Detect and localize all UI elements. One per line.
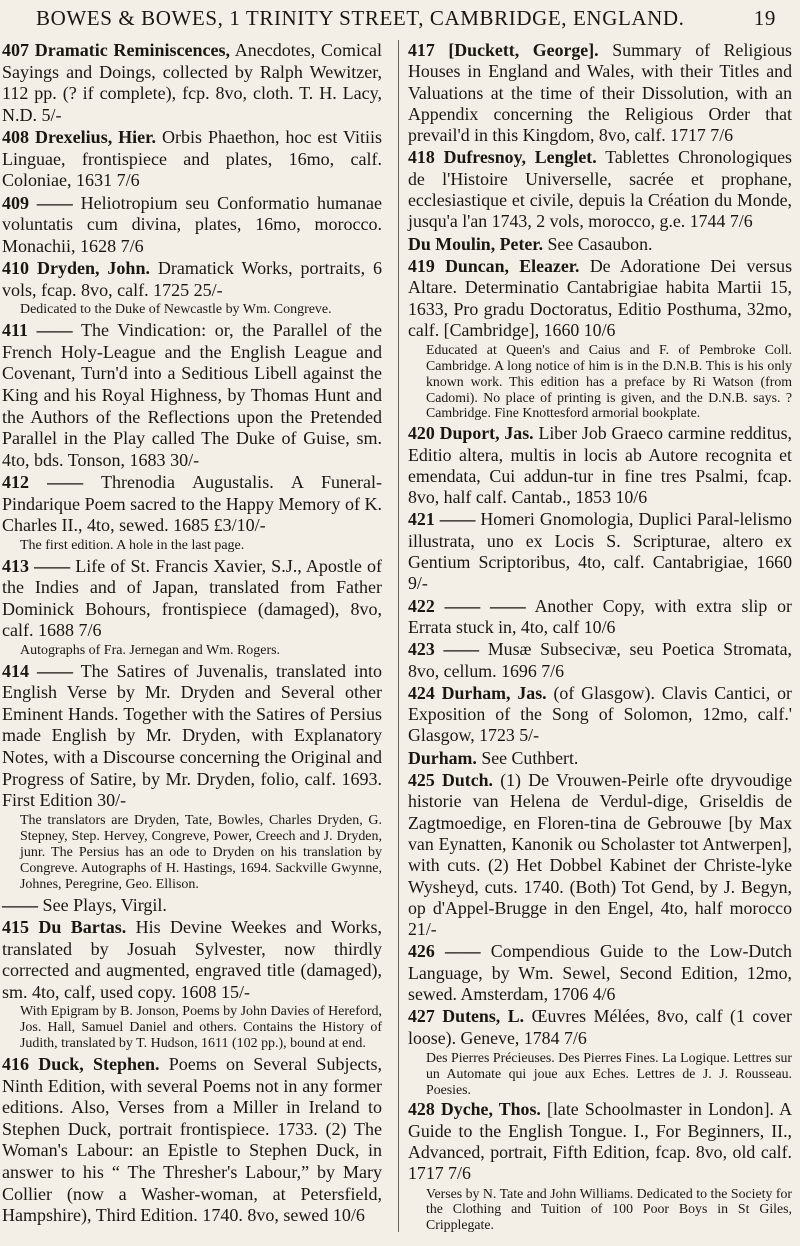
entry-number: 421 <box>408 509 435 530</box>
catalogue-entry <box>2 472 382 537</box>
entry-number: 411 <box>2 320 29 341</box>
entry-heading: —— —— <box>444 595 526 616</box>
entry-description: Liber Job Graeco carmine redditus, Editio altera, multis in locis ab Autore recognita et emendata, Cui addun-tur in fine tres Psalmi, fcap. 8vo, half calf. Cantab., 1853 10/6 <box>408 423 792 508</box>
catalogue-entry <box>2 127 382 192</box>
running-title: BOWES & BOWES, 1 TRINITY STREET, CAMBRIDGE, ENGLAND. <box>36 6 685 30</box>
entry-heading: Drexelius, Hier. <box>34 127 157 148</box>
entry-note: The translators are Dryden, Tate, Bowles, Charles Dryden, G. Stepney, Step. Hervey, Congreve, Power, Creech and J. Dryden, junr. The Persius has an ode to Dryden on his translation by Congreve. Autographs of H. Hastings, 1694. Sackville Gwynne, Johnes, Peregrine, Geo. Ellison. <box>20 812 382 892</box>
entry-heading: Dutens, L. <box>442 1006 525 1027</box>
page-number: 19 <box>753 6 776 30</box>
entry-description: Musæ Subsecivæ, seu Poetica Stromata, 8vo, cellum. 1696 7/6 <box>408 639 792 681</box>
entry-number: 422 <box>408 595 435 616</box>
entry-heading: Du Bartas. <box>38 917 127 938</box>
entry-heading: —— <box>47 472 84 493</box>
entry-note: The first edition. A hole in the last page. <box>20 537 245 553</box>
entry-number: 425 <box>408 770 435 791</box>
catalogue-entry <box>408 683 792 747</box>
entry-description: Tablettes Chronologiques de l'Histoire Universelle, sacrée et prophane, ecclesiastique et civile, depuis la Création du Monde, jusqu'a l'an 1743, 2 vols, morocco, g.e. 1744 7/6 <box>408 147 792 232</box>
entry-description: Homeri Gnomologia, Duplici Paral-lelismo illustrata, uno ex Locis S. Scripturae, altero ex Gentium Scriptoribus, 4to, calf. Cantabrigiae, 1660 9/- <box>408 509 792 594</box>
entry-description: Summary of Religious Houses in England and Wales, with their Titles and Valuations at the time of their Dissolution, with an Appendix concerning the Religious Order that prevail'd in this Kingdom, 8vo, calf. 1717 7/6 <box>408 40 792 146</box>
entry-number: 407 <box>2 40 30 60</box>
entry-heading: Duncan, Eleazer. <box>445 255 580 276</box>
entry-heading: Dramatic Reminiscences, <box>34 40 231 60</box>
catalogue-entry <box>408 423 792 508</box>
catalogue-entry <box>2 661 382 812</box>
entry-number: 426 <box>408 941 435 962</box>
catalogue-entry <box>408 509 792 594</box>
entry-heading: —— <box>36 660 74 681</box>
catalogue-entry <box>408 1006 792 1049</box>
entry-description: Threnodia Augustalis. A Funeral-Pindarique Poem sacred to the Happy Memory of K. Charles II., 4to, sewed. 1685 £3/10/- <box>2 472 382 536</box>
entry-description: Anecdotes, Comical Sayings and Doings, collected by Ralph Wewitzer, 112 pp. (? if complete), fcp. 8vo, cloth. T. H. Lacy, N.D. 5/- <box>2 40 382 125</box>
entry-number: 417 <box>408 40 435 60</box>
catalogue-entry <box>2 556 382 642</box>
catalogue-entry <box>408 256 792 341</box>
entry-description: See Plays, Virgil. <box>42 894 167 915</box>
entry-heading: Duck, Stephen. <box>38 1054 160 1075</box>
page-header <box>0 6 800 36</box>
catalogue-entry <box>408 941 792 1005</box>
catalogue-entry <box>2 917 382 1003</box>
entry-heading: —— <box>444 941 481 962</box>
entry-description: His Devine Weekes and Works, translated by Josuah Sylvester, now thirdly corrected and augmented, engraved title (damaged), sm. 4to, calf, used copy. 1608 15/- <box>2 917 382 1002</box>
entry-description: Life of St. Francis Xavier, S.J., Apostle of the Indies and of Japan, translated from Father Dominick Bohours, frontispiece (damaged), 8vo, calf. 1688 7/6 <box>2 555 382 641</box>
catalogue-entry <box>2 193 382 258</box>
entry-heading: Du Moulin, Peter. <box>408 233 544 254</box>
catalogue-entry <box>2 258 382 301</box>
entry-note: Verses by N. Tate and John Williams. Dedicated to the Society for the Clothing and Tuition of 100 Poor Boys in St Giles, Cripplegate. <box>426 1185 792 1233</box>
entry-heading: —— <box>439 509 476 530</box>
entry-description: Œuvres Mélées, 8vo, calf (1 cover loose). Geneve, 1784 7/6 <box>408 1006 792 1048</box>
catalogue-entry <box>408 770 792 940</box>
entry-heading: —— <box>36 192 73 213</box>
entry-note: Des Pierres Précieuses. Des Pierres Fines. La Logique. Lettres sur un Automate qui joue aux Eches. Lettres de J. J. Rousseau. Poesies. <box>426 1049 792 1097</box>
right-column <box>408 40 792 1235</box>
entry-description: Dramatick Works, portraits, 6 vols, fcap. 8vo, calf. 1725 25/- <box>2 258 382 300</box>
entry-number: 427 <box>408 1006 435 1027</box>
entry-description: Another Copy, with extra slip or Errata stuck in, 4to, calf 10/6 <box>408 595 792 637</box>
entry-heading: [Duckett, George]. <box>448 40 599 60</box>
catalogue-entry <box>2 40 382 126</box>
entry-heading: —— <box>2 894 39 915</box>
entry-number: 420 <box>408 423 435 444</box>
left-column <box>2 40 382 1228</box>
entry-description: See Cuthbert. <box>481 747 579 768</box>
entry-note: Autographs of Fra. Jernegan and Wm. Rogers. <box>20 642 281 658</box>
catalogue-entry <box>408 234 792 255</box>
catalogue-entry <box>2 1054 382 1226</box>
entry-description: [late Schoolmaster in London]. A Guide to the English Tongue. I., For Beginners, II., Advanced, portrait, Fifth Edition, fcap. 8vo, old calf. 1717 7/6 <box>408 1099 793 1184</box>
entry-note: Dedicated to the Duke of Newcastle by Wm. Congreve. <box>20 302 332 318</box>
entry-heading: —— <box>34 555 71 576</box>
entry-number: 423 <box>408 639 435 660</box>
column-divider <box>398 40 399 1232</box>
entry-heading: Durham, Jas. <box>441 682 547 703</box>
entry-number: 408 <box>2 127 30 148</box>
entry-heading: Duport, Jas. <box>439 423 534 444</box>
entry-heading: Dutch. <box>441 770 493 791</box>
catalogue-entry <box>408 748 792 769</box>
entry-heading: Dufresnoy, Lenglet. <box>443 147 597 168</box>
catalogue-entry <box>408 40 792 146</box>
entry-number: 419 <box>408 255 435 276</box>
catalogue-entry <box>2 895 382 917</box>
entry-number: 413 <box>2 555 30 576</box>
entry-description: (of Glasgow). Clavis Cantici, or Exposition of the Song of Solomon, 12mo, calf.' Glasgow, 1723 5/- <box>408 682 792 746</box>
entry-number: 424 <box>408 682 435 703</box>
entry-number: 418 <box>408 147 435 168</box>
entry-description: (1) De Vrouwen-Peirle ofte dryvoudige historie van Helena de Verdul-dige, Griseldis de Zagtmoedige, en Floren-tina de Gebrouwe [by Max van Eynatten, Kanonik ou Scholaster tot Antwerpen], with cuts. (2) Het Dobbel Kabinet der Christe-lyke Wysheyd, cuts. 1740. (Both) Tot Gend, by J. Begyn, op d'Appel-Brugge in den Engel, 4to, half morocco 21/- <box>408 770 792 940</box>
entry-note: With Epigram by B. Jonson, Poems by John Davies of Hereford, Jos. Hall, Samuel Daniel and others. Contains the History of Judith, translated by T. Hudson, 1611 (102 pp.), bound at end. <box>20 1004 382 1052</box>
entry-description: Poems on Several Subjects, Ninth Edition, with several Poems not in any former editions. Also, Verses from a Miller in Ireland to Stephen Duck, portrait frontispiece. 1733. (2) The Woman's Labour: an Epistle to Stephen Duck, in answer to his “ The Thresher's Labour,” by Mary Collier (now a Washer-woman, at Petersfield, Hampshire), Third Edition. 1740. 8vo, sewed 10/6 <box>2 1054 382 1226</box>
entry-note: Educated at Queen's and Caius and F. of Pembroke Coll. Cambridge. A long notice of him is in the D.N.B. This is his only known work. This edition has a preface by Ri Watson (from Cadomi). No place of printing is given, and the D.N.B. says. ? Cambridge. Fine Knottesford armorial bookplate. <box>426 342 792 421</box>
entry-heading: Dryden, John. <box>36 258 150 279</box>
entry-description: Compendious Guide to the Low-Dutch Language, by Wm. Sewel, Second Edition, 12mo, sewed. Amsterdam, 1706 4/6 <box>408 941 792 1005</box>
entry-heading: —— <box>443 639 480 660</box>
entry-description: De Adoratione Dei versus Altare. Determinatio Cantabrigiae habita Martii 15, 1633, Pro gradu Doctoratus, Editio Posthuma, 32mo, calf. [Cambridge], 1660 10/6 <box>408 255 793 340</box>
entry-number: 412 <box>2 472 30 493</box>
entry-number: 416 <box>2 1054 30 1075</box>
entry-description: The Vindication: or, the Parallel of the French Holy-League and the English League and Covenant, Turn'd into a Seditious Libell against the King and his Royal Highness, by Thomas Hunt and the Authors of the Reflections upon the Pretended Parallel in the Play called The Duke of Guise, sm. 4to, bds. Tonson, 1683 30/- <box>2 320 382 470</box>
entry-heading: Durham. <box>408 747 477 768</box>
entry-description: See Casaubon. <box>547 233 653 254</box>
entry-heading: Dyche, Thos. <box>440 1099 541 1120</box>
entry-number: 410 <box>2 258 30 279</box>
entry-number: 409 <box>2 192 30 213</box>
catalogue-entry <box>408 639 792 682</box>
entry-number: 428 <box>408 1099 435 1120</box>
catalogue-entry <box>2 320 382 471</box>
entry-number: 415 <box>2 917 30 938</box>
entry-number: 414 <box>2 660 30 681</box>
catalogue-entry <box>408 147 792 232</box>
entry-heading: —— <box>36 320 73 341</box>
entry-description: Orbis Phaethon, hoc est Vitiis Linguae, frontispiece and plates, 16mo, calf. Coloniae, 1631 7/6 <box>2 127 382 191</box>
entry-description: The Satires of Juvenalis, translated into English Verse by Mr. Dryden and Several other Eminent Hands. Together with the Satires of Persius made English by Mr. Dryden, with Explanatory Notes, with a Discourse concerning the Original and Progress of Satire, by Mr. Dryden, folio, calf. 1693. First Edition 30/- <box>2 660 382 811</box>
catalogue-entry <box>408 596 792 639</box>
catalogue-entry <box>408 1099 792 1184</box>
entry-description: Heliotropium seu Conformatio humanae voluntatis cum divina, plates, 16mo, morocco. Monachii, 1628 7/6 <box>2 192 382 256</box>
